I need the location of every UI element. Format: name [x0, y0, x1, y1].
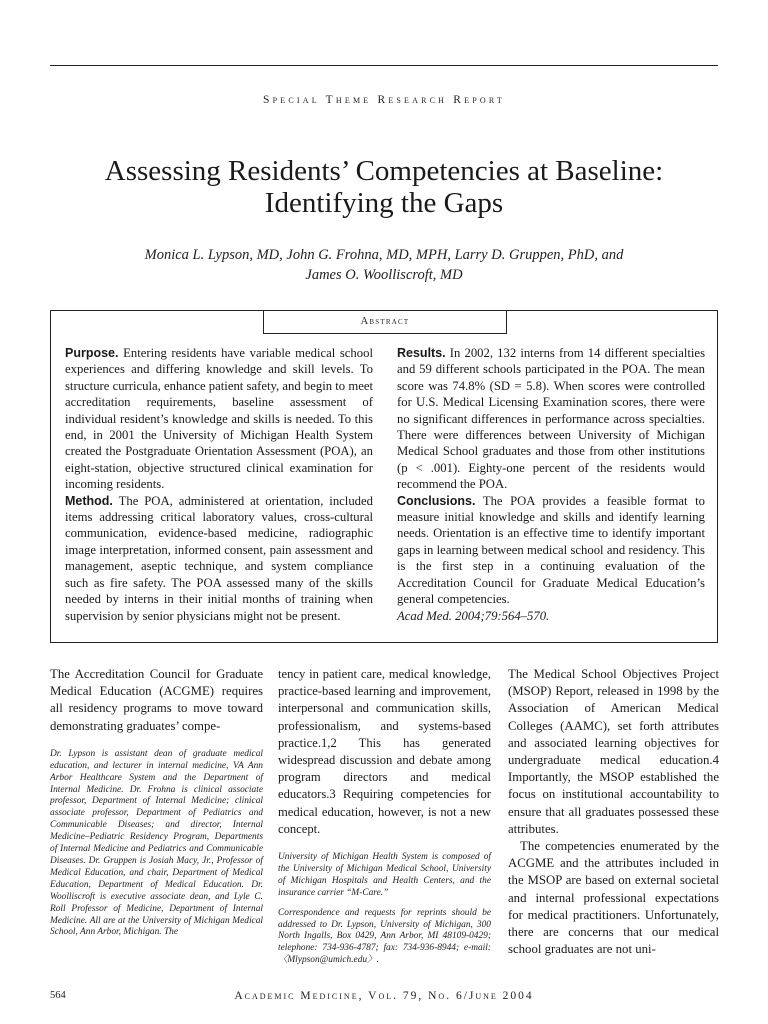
body-paragraph: tency in patient care, medical knowledge, practice-based learning and improvement, interpersonal and communication skills, professionalism, and systems-based practice.1,2 This has generated widespread discussion and debate among program directors and medical educators.3 Requiring competencies for medical education, however, is not a new concept. [278, 667, 491, 836]
body-column-3 [508, 666, 719, 958]
title-line-2: Identifying the Gaps [264, 187, 504, 219]
abstract-column-left [65, 345, 373, 624]
results-heading: Results. [397, 346, 446, 360]
author-affiliation-note: Dr. Lypson is assistant dean of graduate medical education, and lecturer in internal medicine, VA Ann Arbor Healthcare System and the Department of Internal Medicine. Dr. Frohna is clinical associate professor, Department of Internal Medicine; clinical associate professor, Department of Pediatrics and Communicable Diseases; and director, Internal Medicine–Pediatric Residency Program, Departments of Internal Medicine and Pediatrics and Communicable Diseases. Dr. Gruppen is Josiah Macy, Jr., Professor of Medical Education, and chair, Department of Medical Education, Department of Medical Education. Dr. Woolliscroft is executive associate dean, and Lyle C. Roll Professor of Medicine, Department of Internal Medicine. All are at the University of Michigan Medical School, Ann Arbor, Michigan. The [50, 748, 263, 938]
abstract-purpose [65, 345, 373, 493]
purpose-heading: Purpose. [65, 346, 119, 360]
conclusions-heading: Conclusions. [397, 493, 476, 508]
conclusions-text: The POA provides a feasible format to measure initial knowledge and skills and identify learning needs. Orientation is an effective time to identify important gaps in learning between medical school and residency. This is the first step in a continuing evaluation of the Accreditation Council for Graduate Medical Education’s general competencies. [397, 493, 705, 607]
correspondence-note: Correspondence and requests for reprints should be addressed to Dr. Lypson, University of Michigan, 300 North Ingalls, Box 0429, Ann Arbor, MI 48109-0429; telephone: 734-936-4787; fax: 734-936-8944; e-mail: 〈Mlypson@umich.edu〉. [278, 907, 491, 966]
authors-line-1: Monica L. Lypson, MD, John G. Frohna, MD, MPH, Larry D. Gruppen, PhD, and [144, 247, 624, 263]
body-paragraph: The competencies enumerated by the ACGME and the attributes included in the MSOP are based on external societal and internal professional expectations for medical practitioners. Unfortunately, there are concerns that our medical school graduates are not uni- [508, 839, 719, 957]
body-paragraph: The Medical School Objectives Project (MSOP) Report, released in 1998 by the Association of American Medical Colleges (AAMC), set forth attributes and associated learning objectives for undergraduate medical education.4 Importantly, the MSOP established the focus on institutional accountability to ensure that all graduates possessed these attributes. [508, 667, 719, 836]
authors-line-2: James O. Woolliscroft, MD [305, 267, 463, 283]
section-kicker: Special Theme Research Report [263, 94, 505, 106]
page-number: 564 [50, 990, 66, 1001]
results-text: In 2002, 132 interns from 14 different specialties and 59 different schools participated in the POA. The mean score was 74.8% (SD = 5.8). When scores were controlled for U.S. Medical Licensing Examination scores, there were no significant differences in performance across specialties. There were differences between University of Michigan Medical School graduates and those from other institutions (p < .001). Eighty-one percent of the residents would recommend the POA. [397, 346, 706, 492]
title-line-1: Assessing Residents’ Competencies at Baseline: [104, 155, 664, 187]
abstract-label: Abstract [263, 311, 507, 334]
method-text: The POA, administered at orientation, included items addressing critical laboratory values, cross-cultural communication, evidence-based medicine, radiographic image interpretation, informed consent, pain assessment and management, aseptic technique, and system compliance such as fire safety. The POA assessed many of the skills needed by interns in their initial months of training when supervision by senior physicians might not be present. [65, 493, 373, 623]
body-paragraph: The Accreditation Council for Graduate Medical Education (ACGME) requires all residency programs to move toward demonstrating graduates’ compe- [50, 667, 263, 733]
top-rule [50, 65, 718, 66]
abstract-column-right [397, 345, 705, 624]
abstract-results [397, 345, 705, 493]
journal-footer: Academic Medicine, Vol. 79, No. 6/June 2004 [234, 990, 534, 1002]
abstract-citation: Acad Med. 2004;79:564–570. [397, 608, 550, 623]
purpose-text: Entering residents have variable medical school experiences and differing knowledge and skill levels. To structure curricula, enhance patient safety, and begin to meet accreditation requirements, baseline assessment of individual resident’s knowledge and skills is needed. To this end, in 2001 the University of Michigan Health System created the Postgraduate Orientation Assessment (POA), an eight-station, objective structured clinical examination for incoming residents. [65, 346, 373, 492]
author-list [60, 245, 708, 285]
body-column-1 [50, 666, 263, 939]
abstract-method [65, 493, 373, 624]
method-heading: Method. [65, 493, 113, 508]
institution-note: University of Michigan Health System is composed of the University of Michigan Medical School, University of Michigan Hospitals and Health Centers, and the insurance carrier “M-Care.” [278, 852, 491, 898]
article-title [60, 155, 708, 219]
abstract-conclusions [397, 493, 705, 608]
body-column-2 [278, 666, 491, 967]
